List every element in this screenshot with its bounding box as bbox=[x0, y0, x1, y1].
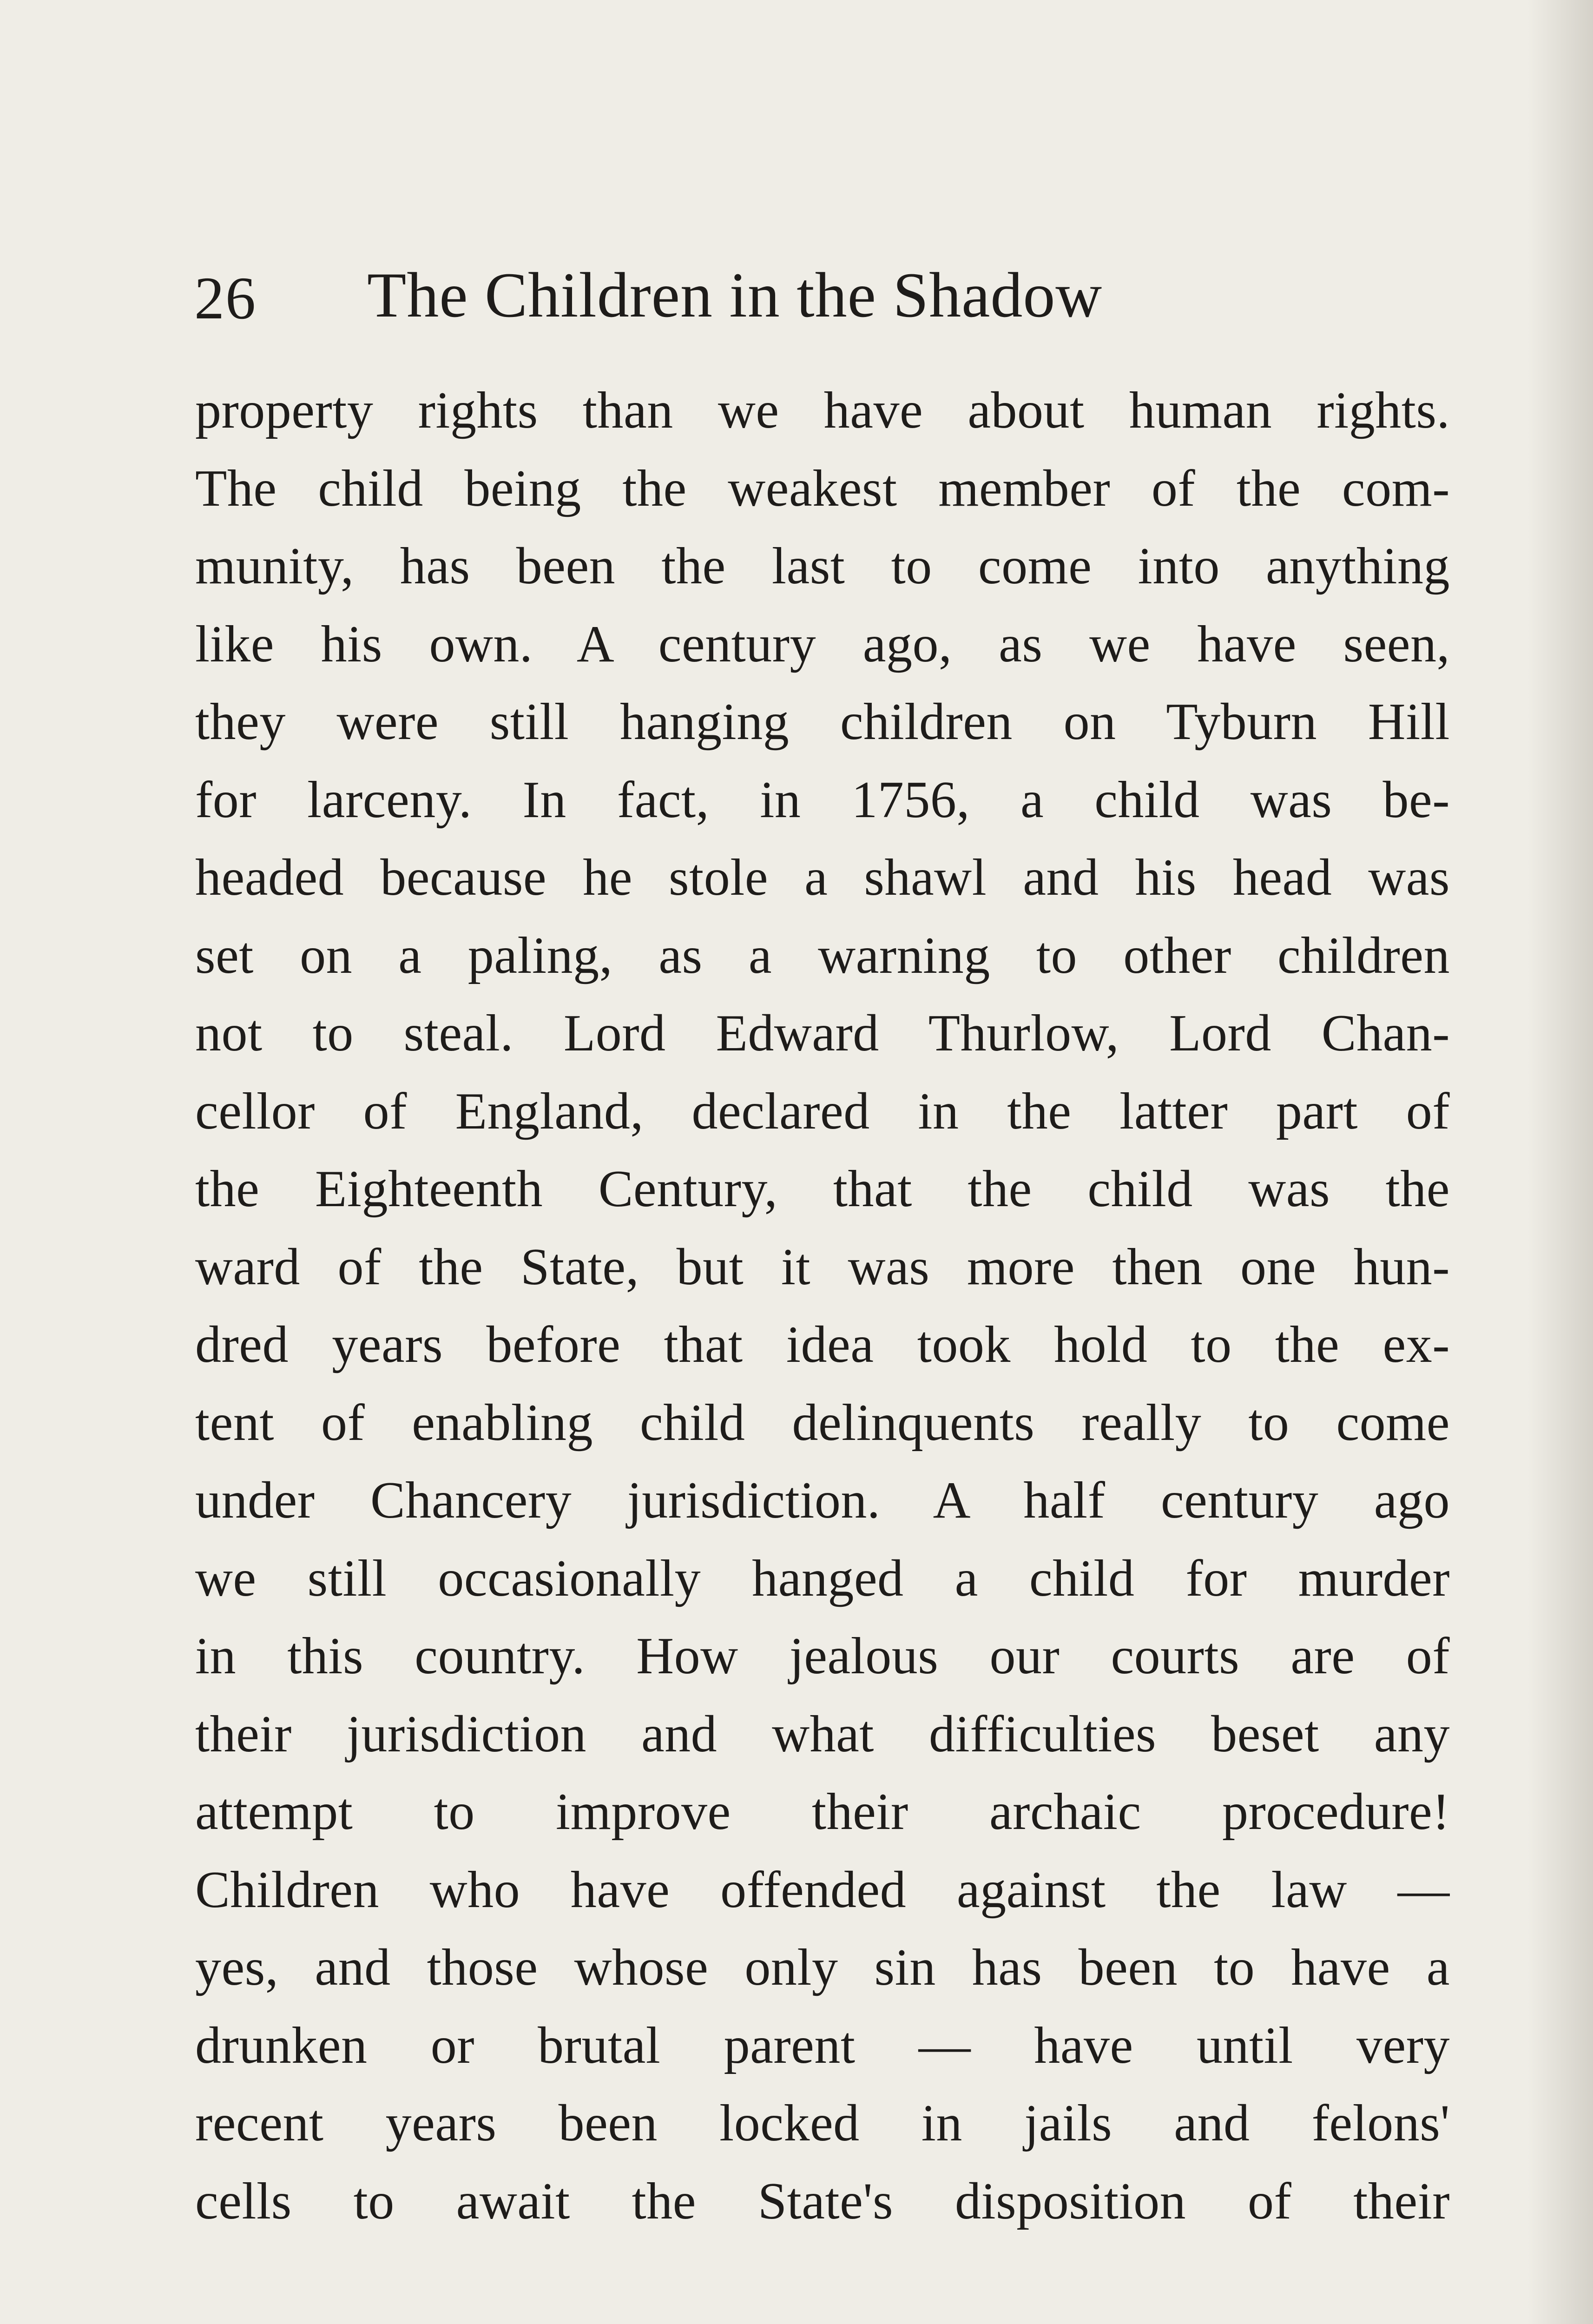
text-line: we still occasionally hanged a child for murder bbox=[195, 1549, 1450, 1607]
text-line: set on a paling, as a warning to other children bbox=[195, 926, 1450, 984]
text-line: cells to await the State's disposition of their bbox=[195, 2172, 1450, 2230]
text-line: they were still hanging children on Tyburn Hill bbox=[195, 693, 1450, 751]
page-number: 26 bbox=[194, 265, 257, 332]
text-line: under Chancery jurisdiction. A half century ago bbox=[195, 1472, 1450, 1529]
text-line: yes, and those whose only sin has been to have a bbox=[195, 1939, 1450, 1996]
text-line: tent of enabling child delinquents really to come bbox=[195, 1393, 1450, 1452]
text-line: their jurisdiction and what difficulties beset any bbox=[195, 1705, 1450, 1763]
text-line: in this country. How jealous our courts are of bbox=[195, 1627, 1450, 1685]
text-line: property rights than we have about human rights. bbox=[195, 382, 1450, 439]
text-line: headed because he stole a shawl and his head was bbox=[195, 849, 1450, 906]
text-line: The child being the weakest member of the com- bbox=[195, 459, 1450, 517]
text-line: not to steal. Lord Edward Thurlow, Lord Chan- bbox=[195, 1004, 1450, 1062]
text-line: ward of the State, but it was more then one hun- bbox=[195, 1238, 1450, 1296]
book-title: The Children in the Shadow bbox=[367, 259, 1103, 330]
text-line: dred years before that idea took hold to the ex- bbox=[195, 1316, 1450, 1373]
text-line: the Eighteenth Century, that the child was the bbox=[195, 1160, 1450, 1218]
page-edge-shadow bbox=[1528, 0, 1593, 2324]
text-line: Children who have offended against the law — bbox=[195, 1861, 1450, 1919]
text-line: drunken or brutal parent — have until very bbox=[195, 2016, 1450, 2074]
text-line: munity, has been the last to come into anything bbox=[195, 537, 1450, 595]
text-line: for larceny. In fact, in 1756, a child was be- bbox=[195, 771, 1450, 829]
text-line: recent years been locked in jails and felons' bbox=[195, 2094, 1450, 2152]
text-line: attempt to improve their archaic procedure! bbox=[195, 1783, 1450, 1841]
text-line: like his own. A century ago, as we have seen, bbox=[195, 615, 1450, 673]
text-line: cellor of England, declared in the latter part of bbox=[195, 1082, 1450, 1140]
body-text bbox=[195, 372, 1450, 2240]
running-head bbox=[194, 260, 1449, 335]
